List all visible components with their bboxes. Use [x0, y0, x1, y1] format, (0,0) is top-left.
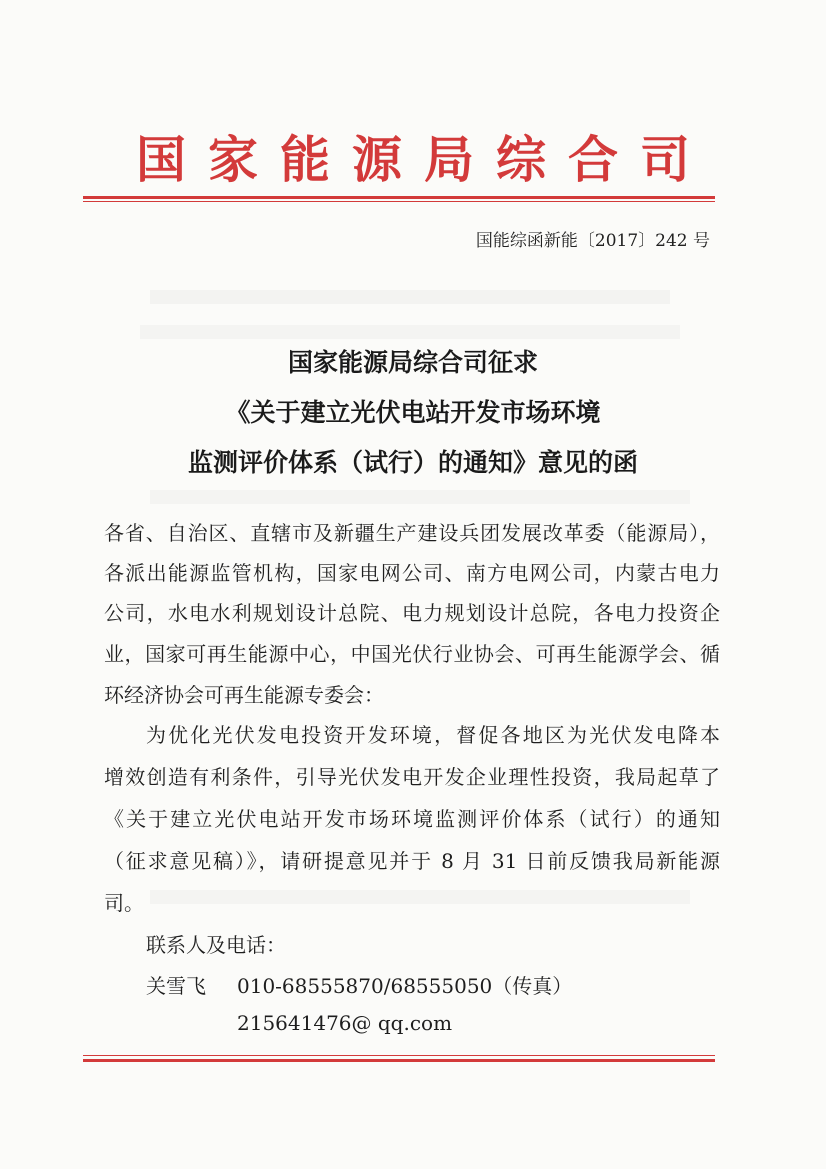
bleed-through-texture	[150, 290, 670, 304]
footer-rule-thick	[83, 1059, 715, 1062]
recipients-line-3: 公司，水电水利规划设计总院、电力规划设计总院，各电力投资企	[104, 601, 720, 625]
paragraph-line-1: 为优化光伏发电投资开发环境，督促各地区为光伏发电降本	[146, 723, 720, 747]
contact-phone: 010-68555870/68555050（传真）	[237, 974, 573, 998]
paragraph-line-2: 增效创造有利条件，引导光伏发电开发企业理性投资，我局起草了	[104, 765, 720, 789]
recipients-line-5: 环经济协会可再生能源专委会：	[104, 683, 384, 707]
bleed-through-texture	[140, 325, 680, 339]
recipients-line-2: 各派出能源监管机构，国家电网公司、南方电网公司，内蒙古电力	[104, 561, 720, 585]
letterhead-rule-thick	[83, 196, 715, 199]
title-line-3: 监测评价体系（试行）的通知》意见的函	[187, 448, 638, 477]
paragraph-line-5: 司。	[104, 891, 144, 915]
bleed-through-texture	[150, 490, 690, 504]
contact-email: 215641476@ qq.com	[237, 1011, 453, 1035]
footer-rule-thin	[83, 1055, 715, 1056]
title-line-1: 国家能源局综合司征求	[287, 348, 538, 377]
recipients-line-1: 各省、自治区、直辖市及新疆生产建设兵团发展改革委（能源局），	[104, 521, 720, 545]
title-line-2: 《关于建立光伏电站开发市场环境	[225, 398, 601, 427]
letterhead-rule-thin	[83, 201, 715, 202]
paragraph-line-4: （征求意见稿）》，请研提意见并于 8 月 31 日前反馈我局新能源	[104, 849, 720, 873]
letterhead-org-name: 国家能源局综合司	[136, 130, 712, 189]
document-number: 国能综函新能〔2017〕242 号	[475, 231, 710, 251]
paragraph-line-3: 《关于建立光伏电站开发市场环境监测评价体系（试行）的通知	[104, 807, 720, 831]
contact-name: 关雪飞	[146, 974, 206, 998]
contact-label: 联系人及电话：	[146, 933, 286, 957]
bleed-through-texture	[150, 890, 690, 904]
recipients-line-4: 业，国家可再生能源中心，中国光伏行业协会、可再生能源学会、循	[104, 642, 720, 666]
